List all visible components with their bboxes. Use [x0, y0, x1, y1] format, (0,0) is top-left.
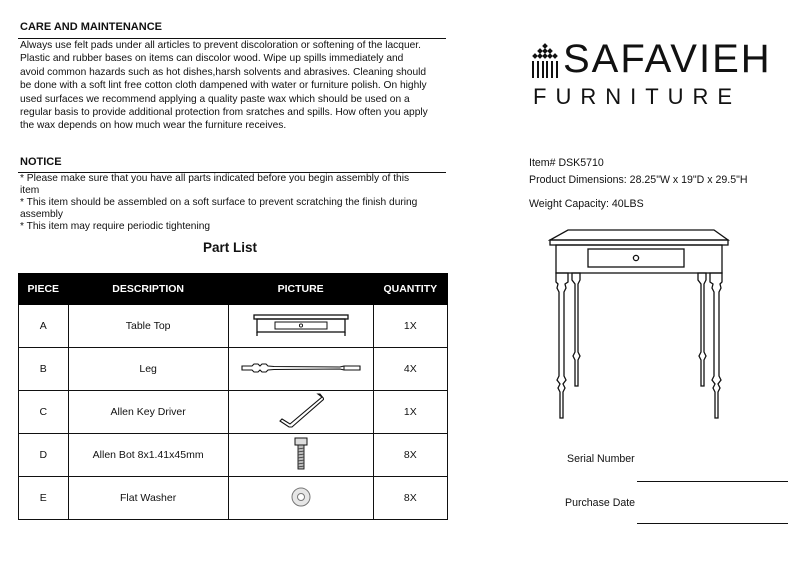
parts-table — [18, 273, 448, 520]
piece-cell: A — [19, 305, 69, 348]
table-top-icon — [253, 312, 349, 338]
notice-line: assembly — [20, 209, 64, 220]
notice-line: item — [20, 185, 40, 196]
picture-cell — [228, 477, 373, 520]
purchase-date-line — [637, 523, 788, 524]
care-paragraph — [20, 39, 450, 133]
description-cell: Table Top — [68, 305, 228, 348]
care-line: used surfaces we recommend applying a quality paste wax which should be used on a — [20, 93, 410, 105]
brand-subtitle: FURNITURE — [533, 84, 742, 109]
care-line: regular basis to provide additional protection from sratches and spills. How often you apply — [20, 107, 428, 119]
weight-capacity: Weight Capacity: 40LBS — [529, 198, 644, 210]
header-picture: PICTURE — [228, 274, 373, 305]
notice-title: NOTICE — [20, 156, 62, 168]
picture-cell — [228, 305, 373, 348]
care-line: be done with a soft lint free cotton cloth dampened with water or furniture polish. On highly — [20, 80, 427, 92]
header-description: DESCRIPTION — [68, 274, 228, 305]
washer-icon — [290, 486, 312, 508]
notice-line: * Please make sure that you have all parts indicated before you begin assembly of this — [20, 173, 410, 184]
serial-number-label: Serial Number — [567, 453, 635, 465]
table-row — [19, 434, 448, 477]
bolt-icon — [293, 437, 309, 471]
description-cell: Flat Washer — [68, 477, 228, 520]
brand-name: SAFAVIEH — [563, 37, 772, 81]
table-row — [19, 391, 448, 434]
header-piece: PIECE — [19, 274, 69, 305]
serial-number-line — [637, 481, 788, 482]
piece-cell: B — [19, 348, 69, 391]
piece-cell: D — [19, 434, 69, 477]
care-line: Always use felt pads under all articles to prevent discoloration or softening of the lacquer. — [20, 40, 421, 51]
product-dimensions: Product Dimensions: 28.25"W x 19"D x 29.5"H — [529, 174, 748, 186]
quantity-cell: 4X — [373, 348, 447, 391]
description-cell: Allen Bot 8x1.41x45mm — [68, 434, 228, 477]
care-line: Plastic and rubber bases on items can discolor wood. Wipe up spills immediately and — [20, 53, 404, 65]
allen-key-icon — [278, 392, 324, 430]
care-line: avoid common hazards such as hot dishes,harsh solvents and abrasives. Cleaning should — [20, 66, 427, 78]
header-quantity: QUANTITY — [373, 274, 447, 305]
picture-cell — [228, 391, 373, 434]
leg-icon — [240, 361, 362, 375]
piece-cell: E — [19, 477, 69, 520]
purchase-date-label: Purchase Date — [565, 497, 636, 509]
table-row — [19, 477, 448, 520]
piece-cell: C — [19, 391, 69, 434]
care-line: the wax depends on how much wear the furniture receives. — [20, 120, 287, 132]
quantity-cell: 8X — [373, 477, 447, 520]
description-cell: Allen Key Driver — [68, 391, 228, 434]
quantity-cell: 1X — [373, 391, 447, 434]
table-row — [19, 305, 448, 348]
quantity-cell: 1X — [373, 305, 447, 348]
table-row — [19, 348, 448, 391]
safavieh-logo-icon — [530, 43, 560, 81]
picture-cell — [228, 434, 373, 477]
description-cell: Leg — [68, 348, 228, 391]
care-title: CARE AND MAINTENANCE — [20, 21, 162, 33]
notice-line: * This item should be assembled on a soft surface to prevent scratching the finish during — [20, 197, 418, 208]
item-number: Item# DSK5710 — [529, 157, 604, 169]
notice-list — [20, 173, 450, 233]
table-header-row — [19, 274, 448, 305]
desk-illustration — [548, 226, 732, 422]
picture-cell — [228, 348, 373, 391]
part-list-title: Part List — [203, 240, 258, 255]
notice-line: * This item may require periodic tightening — [20, 221, 211, 232]
quantity-cell: 8X — [373, 434, 447, 477]
